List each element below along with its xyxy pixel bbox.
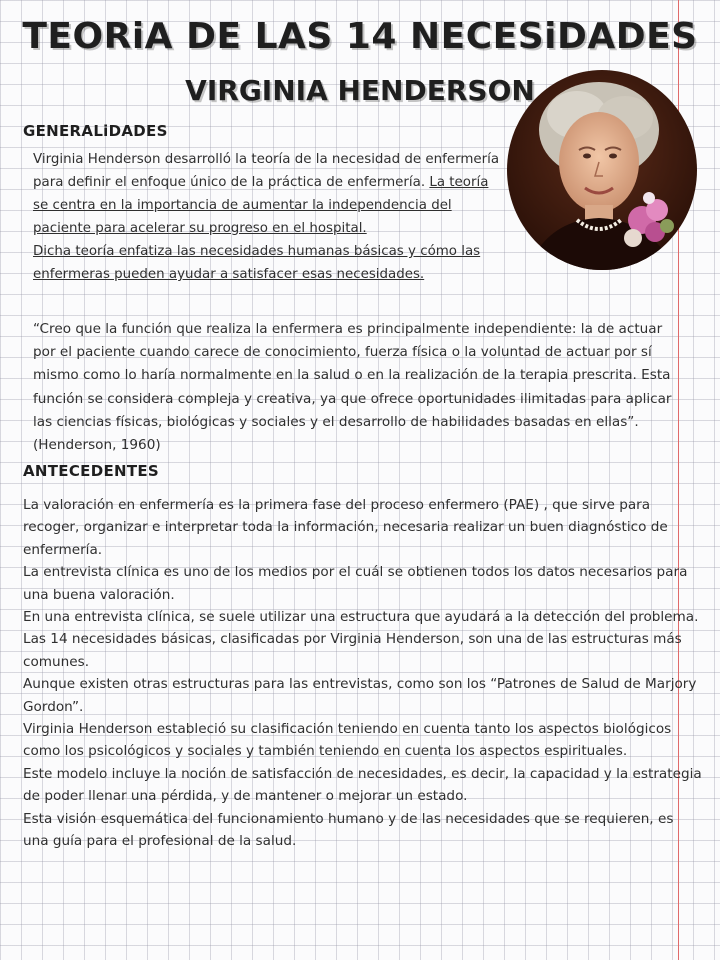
section-heading-generalidades: GENERALiDADES (23, 122, 168, 140)
antecedentes-paragraph: Virginia Henderson estableció su clasificación teniendo en cuenta tanto los aspectos biológicos como los psicológicos y sociales y también teniendo en cuenta los aspectos espirituales. (23, 721, 672, 760)
antecedentes-paragraph: La valoración en enfermería es la primera fase del proceso enfermero (PAE) , que sirve para recoger, organizar e interpretar toda la información, necesaria realizar un buen diagnóstico de enfermería. (23, 497, 668, 558)
generalidades-intro (33, 148, 503, 286)
antecedentes-paragraph: Este modelo incluye la noción de satisfacción de necesidades, es decir, la capacidad y la estrategia de poder llenar una pérdida, y de mantener o mejorar un estado. (23, 765, 702, 805)
section-heading-antecedentes: ANTECEDENTES (23, 462, 160, 480)
portrait-photo (507, 70, 697, 270)
antecedentes-paragraph: En una entrevista clínica, se suele utilizar una estructura que ayudará a la detección del problema. Las 14 necesidades básicas, clasificadas por Virginia Henderson, son una de las estructuras más comunes. (23, 609, 699, 670)
antecedentes-paragraph: Aunque existen otras estructuras para las entrevistas, como son los “Patrones de Salud de Marjory Gordon”. (23, 676, 697, 715)
henderson-quote: “Creo que la función que realiza la enfermera es principalmente independiente: la de actuar por el paciente cuando carece de conocimiento, fuerza física o la voluntad de actuar por sí mismo como lo haría normalmente en la salud o en la realización de la terapia prescrita. Esta función se considera compleja y creativa, ya que ofrece oportunidades ilimitadas para aplicar las ciencias físicas, biológicas y sociales y el desarrollo de habilidades basadas en ellas”. (Henderson, 1960) (33, 321, 672, 454)
intro-sentence: Virginia Henderson desarrolló la teoría de la necesidad de enfermería para definir el enfoque único de la práctica de enfermería. (33, 152, 500, 190)
antecedentes-body (23, 494, 703, 853)
page-title: TEORiA DE LAS 14 NECESiDADES (22, 16, 698, 57)
antecedentes-paragraph: Esta visión esquemática del funcionamiento humano y de las necesidades que se requieren, es una guía para el profesional de la salud. (23, 810, 674, 850)
needs-underlined-paragraph: Dicha teoría enfatiza las necesidades humanas básicas y cómo las enfermeras pueden ayudar a satisfacer esas necesidades. (33, 244, 481, 282)
antecedentes-paragraph: La entrevista clínica es uno de los medios por el cuál se obtienen todos los datos necesarios para una buena valoración. (23, 564, 688, 603)
page-subtitle: VIRGINIA HENDERSON (185, 74, 535, 107)
intro-underlined-sentence: La teoría se centra en la importancia de aumentar la independencia del paciente para acelerar su progreso en el hospital. (33, 175, 489, 236)
